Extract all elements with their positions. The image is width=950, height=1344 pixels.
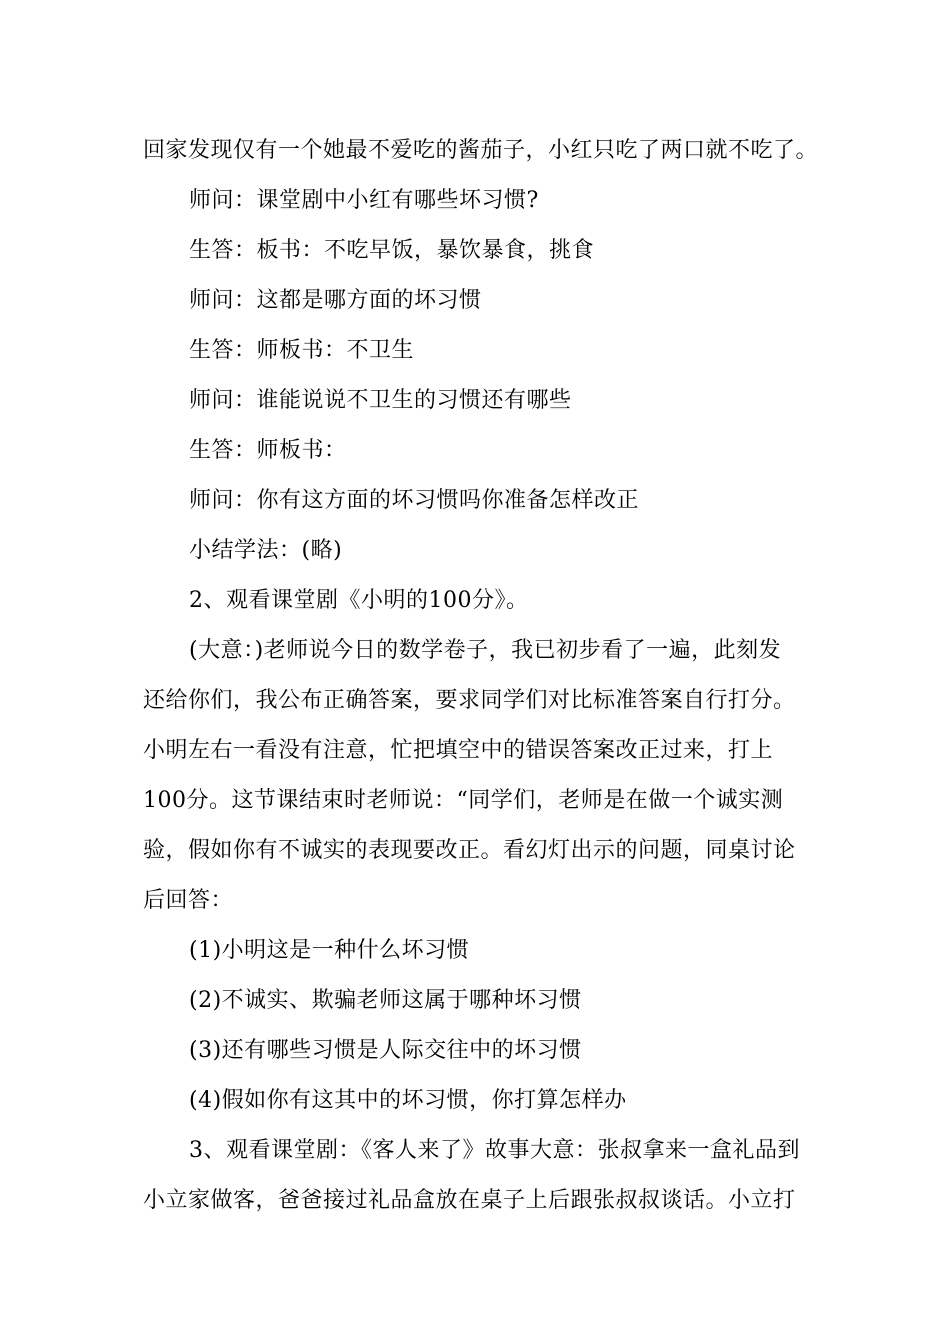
text-line: 小立家做客，爸爸接过礼品盒放在桌子上后跟张叔叔谈话。小立打	[143, 1188, 796, 1213]
text-line: 后回答：	[143, 888, 234, 913]
text-line: 2、观看课堂剧《小明的100分》。	[189, 588, 529, 613]
text-line: (3)还有哪些习惯是人际交往中的坏习惯	[189, 1038, 582, 1063]
text-line: 生答：师板书：不卫生	[189, 338, 415, 363]
text-line: 回家发现仅有一个她最不爱吃的酱茄子，小红只吃了两口就不吃了。	[143, 138, 819, 163]
text-line: (大意：)老师说今日的数学卷子，我已初步看了一遍，此刻发	[189, 638, 782, 663]
text-line: 小结学法：(略)	[189, 538, 343, 563]
text-line: 3、观看课堂剧：《客人来了》故事大意：张叔拿来一盒礼品到	[189, 1138, 800, 1163]
text-line: 生答：师板书：	[189, 438, 347, 463]
text-line: (4)假如你有这其中的坏习惯，你打算怎样办	[189, 1088, 627, 1113]
text-line: 师问：课堂剧中小红有哪些坏习惯?	[189, 188, 539, 213]
text-line: 生答：板书：不吃早饭，暴饮暴食，挑食	[189, 238, 595, 263]
text-line: 师问：谁能说说不卫生的习惯还有哪些	[189, 388, 572, 413]
text-line: 师问：这都是哪方面的坏习惯	[189, 288, 482, 313]
text-line: 100分。这节课结束时老师说：“同学们，老师是在做一个诚实测	[143, 788, 784, 813]
text-line: (2)不诚实、欺骗老师这属于哪种坏习惯	[189, 988, 582, 1013]
text-line: 师问：你有这方面的坏习惯吗你准备怎样改正	[189, 488, 640, 513]
text-line: 小明左右一看没有注意，忙把填空中的错误答案改正过来，打上	[143, 738, 774, 763]
text-line: 验，假如你有不诚实的表现要改正。看幻灯出示的问题，同桌讨论	[143, 838, 796, 863]
text-line: (1)小明这是一种什么坏习惯	[189, 938, 470, 963]
text-line: 还给你们，我公布正确答案，要求同学们对比标准答案自行打分。	[143, 688, 796, 713]
